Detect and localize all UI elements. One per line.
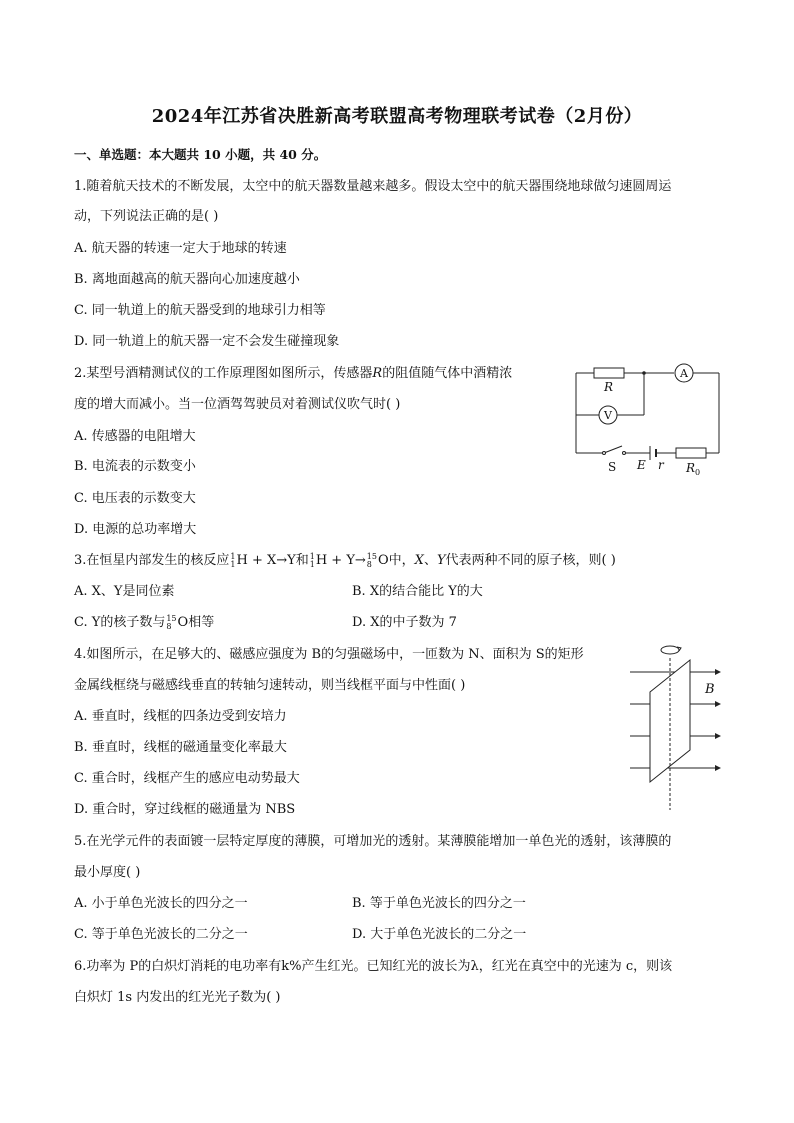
q3-y: Y bbox=[436, 553, 446, 568]
label-r: R bbox=[604, 380, 614, 394]
circuit-diagram bbox=[570, 360, 725, 478]
rotation-arrow-icon bbox=[661, 646, 679, 654]
q1-option-c: C. 同一轨道上的航天器受到的地球引力相等 bbox=[74, 303, 326, 318]
q1-stem-line2: 动，下列说法正确的是( ) bbox=[74, 209, 219, 224]
q2-stem-text-c: 的阻值随气体中酒精浓 bbox=[382, 366, 513, 381]
q5-option-d: D. 大于单色光波长的二分之一 bbox=[352, 927, 527, 942]
q3-text-post: 中， bbox=[388, 553, 415, 568]
q4-option-c: C. 重合时，线框产生的感应电动势最大 bbox=[74, 771, 300, 786]
label-b: B bbox=[705, 682, 715, 697]
h-charge-number: 1 bbox=[230, 559, 236, 569]
q1-option-b: B. 离地面越高的航天器向心加速度越小 bbox=[74, 272, 300, 287]
q3-eq2: H + Y→ bbox=[315, 553, 366, 568]
q3-eq1: H + X→Y和 bbox=[236, 553, 309, 568]
q5-stem-line1: 5.在光学元件的表面镀一层特定厚度的薄膜，可增加光的透射。某薄膜能增加一单色光的透射，该薄膜的 bbox=[74, 834, 672, 849]
magnetic-field-diagram bbox=[626, 640, 730, 815]
h-isotope-numbers bbox=[230, 553, 235, 569]
label-r0-subscript: 0 bbox=[695, 468, 701, 477]
q5-option-c: C. 等于单色光波长的二分之一 bbox=[74, 927, 248, 942]
q1-stem-line1: 1.随着航天技术的不断发展，太空中的航天器数量越来越多。假设太空中的航天器围绕地球做匀速圆周运 bbox=[74, 179, 672, 194]
q2-option-a: A. 传感器的电阻增大 bbox=[74, 429, 196, 444]
q4-option-b: B. 垂直时，线框的磁通量变化率最大 bbox=[74, 740, 287, 755]
o-mass-number-c: 15 bbox=[166, 613, 177, 623]
switch bbox=[604, 446, 622, 453]
h-isotope-numbers-2 bbox=[310, 553, 315, 569]
q3-sep: 、 bbox=[423, 553, 437, 568]
q1-option-a: A. 航天器的转速一定大于地球的转速 bbox=[74, 241, 287, 256]
q4-option-a: A. 垂直时，线框的四条边受到安培力 bbox=[74, 709, 287, 724]
q3-option-c-post: O相等 bbox=[177, 615, 215, 630]
q3-x: X bbox=[414, 553, 424, 568]
h-mass-number: 1 bbox=[230, 551, 236, 561]
sensor-resistor bbox=[594, 368, 624, 378]
q5-option-a: A. 小于单色光波长的四分之一 bbox=[74, 896, 248, 911]
q2-stem-symbol-r: R bbox=[372, 366, 383, 381]
label-small-r: r bbox=[658, 458, 664, 472]
q3-text-end: 代表两种不同的原子核，则( ) bbox=[445, 553, 616, 568]
o-charge-number-c: 8 bbox=[166, 621, 172, 631]
label-r0: R bbox=[686, 461, 696, 475]
q5-stem-line2: 最小厚度( ) bbox=[74, 865, 141, 880]
fixed-resistor bbox=[676, 448, 706, 458]
q6-stem-line1: 6.功率为 P的白炽灯消耗的电功率有k%产生红光。已知红光的波长为λ，红光在真空中的光速为 c，则该 bbox=[74, 959, 673, 974]
q4-option-d: D. 重合时，穿过线框的磁通量为 NBS bbox=[74, 802, 296, 817]
q3-o-symbol: O bbox=[377, 553, 389, 568]
o-mass-number: 15 bbox=[366, 551, 377, 561]
q4-stem-line2: 金属线框绕与磁感线垂直的转轴匀速转动，则当线框平面与中性面( ) bbox=[74, 678, 466, 693]
q3-stem bbox=[74, 552, 616, 570]
q2-option-d: D. 电源的总功率增大 bbox=[74, 522, 197, 537]
o-isotope-numbers-c bbox=[166, 615, 176, 631]
q3-option-c bbox=[74, 614, 214, 632]
q3-text-pre: 3.在恒星内部发生的核反应 bbox=[74, 553, 230, 568]
q2-stem-text-a: 2.某型号酒精测试仪的工作原理图如图所示，传感器 bbox=[74, 366, 373, 381]
q2-stem-line1 bbox=[74, 365, 512, 383]
q3-option-c-pre: C. Y的核子数与 bbox=[74, 615, 166, 630]
q3-option-a: A. X、Y是同位素 bbox=[74, 584, 175, 599]
q3-option-d: D. X的中子数为 7 bbox=[352, 615, 457, 630]
label-a: A bbox=[680, 367, 688, 380]
q2-option-c: C. 电压表的示数变大 bbox=[74, 491, 196, 506]
q2-option-b: B. 电流表的示数变小 bbox=[74, 459, 196, 474]
h-charge-number-2: 1 bbox=[309, 559, 315, 569]
page-title: 2024年江苏省决胜新高考联盟高考物理联考试卷（2月份） bbox=[151, 106, 643, 127]
h-mass-number-2: 1 bbox=[309, 551, 315, 561]
o-isotope-numbers bbox=[367, 553, 377, 569]
label-v: V bbox=[604, 409, 612, 422]
q2-stem-line2: 度的增大而减小。当一位酒驾驾驶员对着测试仪吹气时( ) bbox=[74, 397, 401, 412]
q6-stem-line2: 白炽灯 1s 内发出的红光光子数为( ) bbox=[74, 990, 281, 1005]
q1-option-d: D. 同一轨道上的航天器一定不会发生碰撞现象 bbox=[74, 334, 340, 349]
label-e: E bbox=[637, 458, 646, 472]
q3-option-b: B. X的结合能比 Y的大 bbox=[352, 584, 483, 599]
section-heading: 一、单选题：本大题共 10 小题，共 40 分。 bbox=[74, 147, 327, 162]
o-charge-number: 8 bbox=[366, 559, 372, 569]
q4-stem-line1: 4.如图所示，在足够大的、磁感应强度为 B的匀强磁场中，一匝数为 N、面积为 S的矩形 bbox=[74, 647, 584, 662]
label-s: S bbox=[608, 460, 617, 474]
q5-option-b: B. 等于单色光波长的四分之一 bbox=[352, 896, 526, 911]
